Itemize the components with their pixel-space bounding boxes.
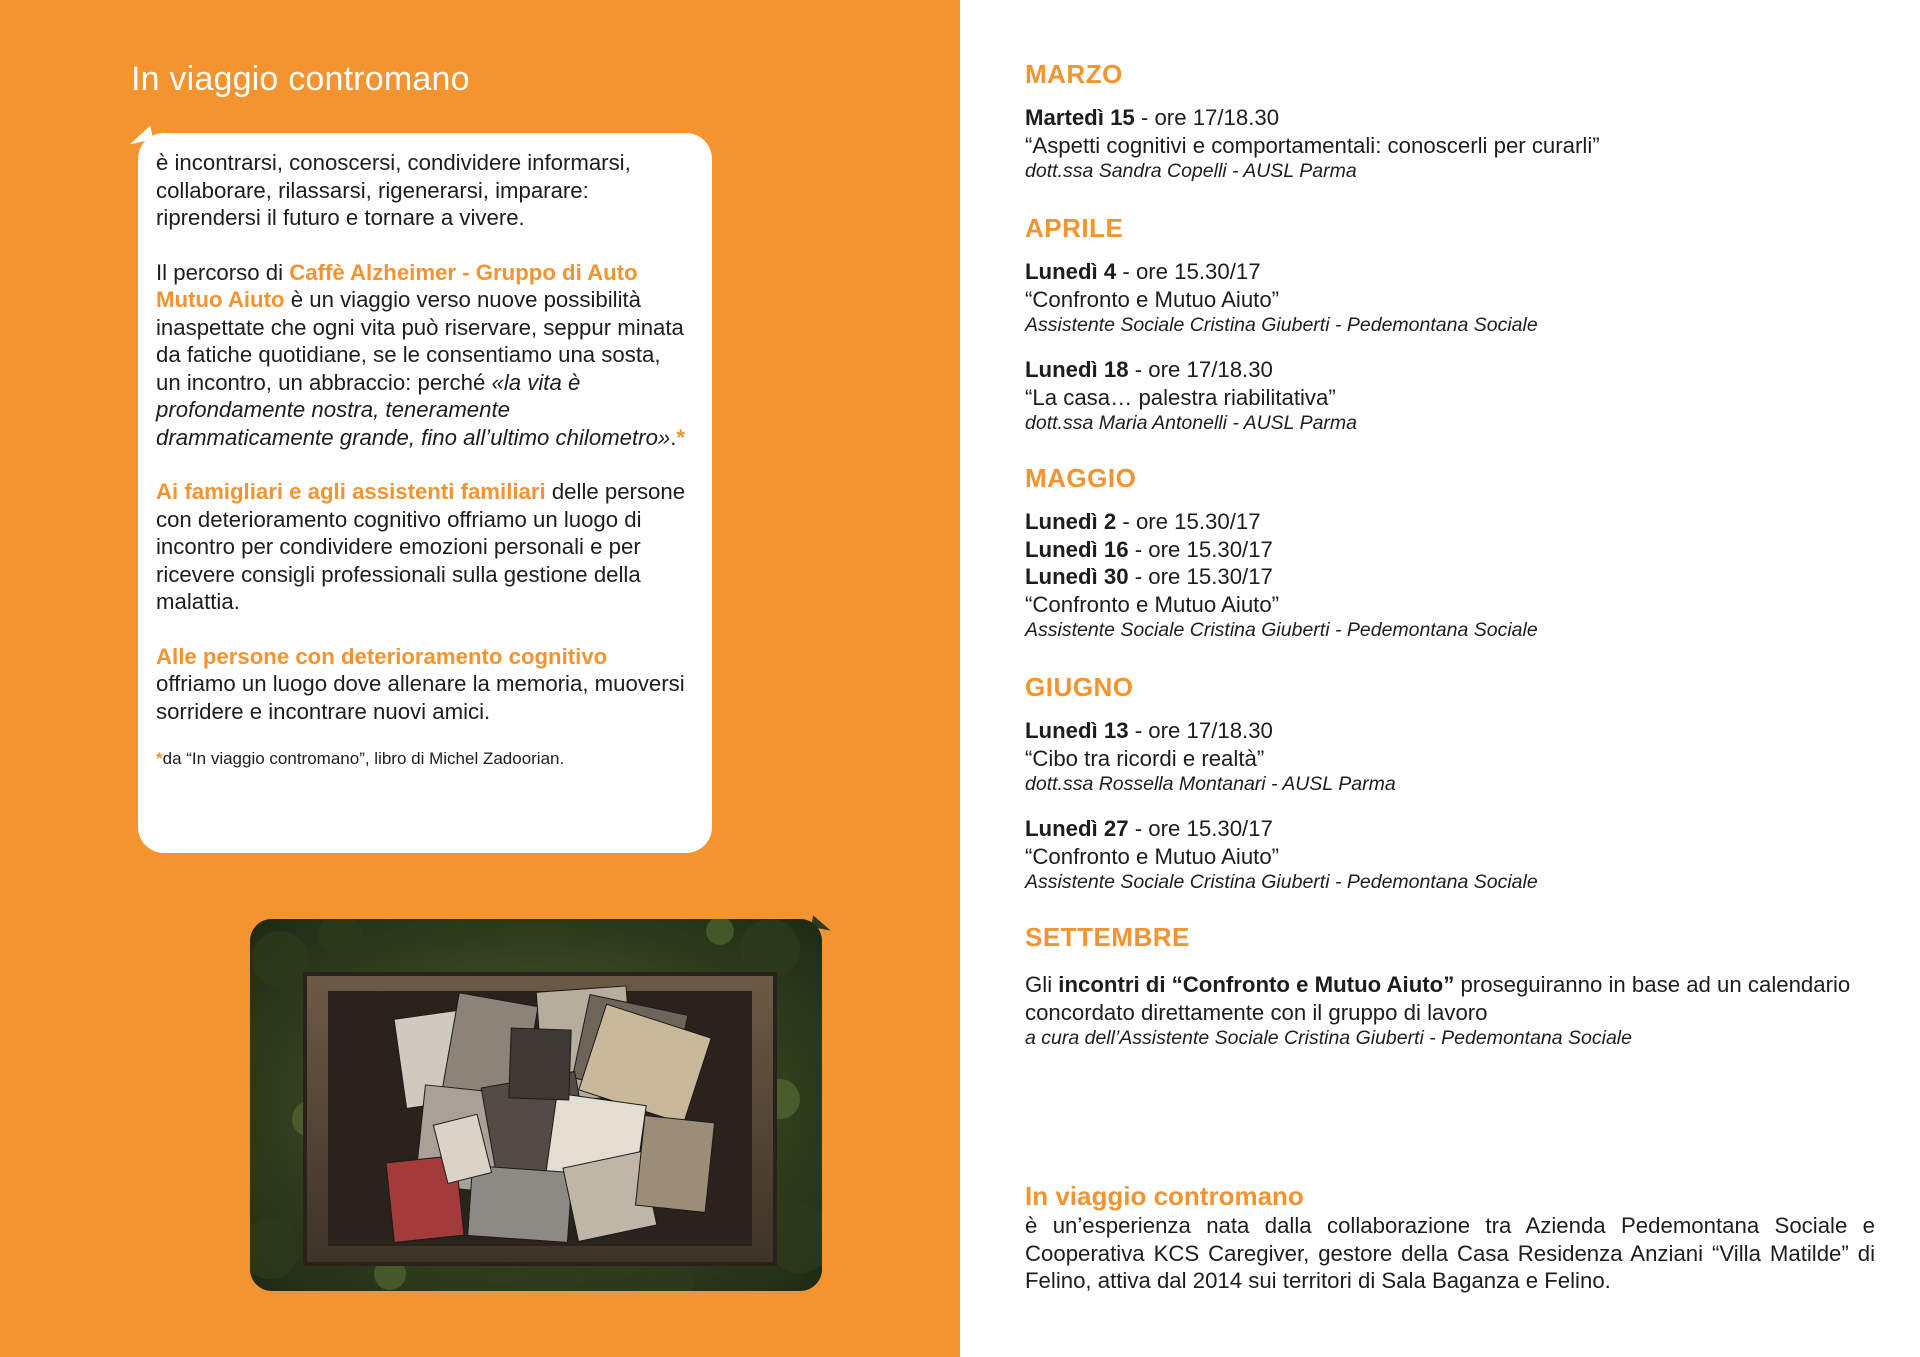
patients-highlight: Alle persone con deterioramento cognitivo: [156, 643, 608, 669]
month-marzo: MARZO: [1025, 59, 1123, 89]
caffe-alzheimer-highlight: Caffè Alzheimer - Gruppo di Auto Mutuo Aiuto: [156, 259, 638, 312]
page-title: In viaggio contromano: [131, 60, 470, 98]
footnote-marker: *: [676, 424, 686, 450]
about-section: [1025, 1180, 1875, 1295]
month-maggio: MAGGIO: [1025, 463, 1137, 493]
about-title: In viaggio contromano: [1025, 1181, 1304, 1211]
percorso-paragraph: Il percorso di Caffè Alzheimer - Gruppo di Auto Mutuo Aiuto è un viaggio verso nuove possibilità inaspettate che ogni vita può riservare, seppur minata da fatiche quotidiane, se le consentiamo una sosta, un incontro, un abbraccio: perché «la vita è profondamente nostra, teneramente drammaticamente grande, fino all’ultimo chilometro».*: [156, 259, 686, 450]
event-martedi-15: Martedì 15 - ore 17/18.30 “Aspetti cognitivi e comportamentali: conoscerli per curarli” dott.ssa Sandra Copelli - AUSL Parma: [1025, 105, 1600, 182]
event-lunedi-18: Lunedì 18 - ore 17/18.30 “La casa… palestra riabilitativa” dott.ssa Maria Antonelli - AUSL Parma: [1025, 357, 1358, 434]
footnote: *da “In viaggio contromano”, libro di Michel Zadoorian.: [156, 749, 565, 768]
month-aprile: APRILE: [1025, 213, 1124, 243]
families-highlight: Ai famigliari e agli assistenti familiari: [156, 479, 546, 504]
event-lunedi-27: Lunedì 27 - ore 15.30/17 “Confronto e Mutuo Aiuto” Assistente Sociale Cristina Giuberti - Pedemontana Sociale: [1025, 816, 1538, 893]
book-quote: «la vita è profondamente nostra, teneramente drammaticamente grande, fino all’ultimo chilometro»: [156, 369, 671, 450]
event-lunedi-4: Lunedì 4 - ore 15.30/17 “Confronto e Mutuo Aiuto” Assistente Sociale Cristina Giuberti - Pedemontana Sociale: [1025, 259, 1538, 336]
event-maggio-group: Lunedì 2 - ore 15.30/17 Lunedì 16 - ore 15.30/17 Lunedì 30 - ore 15.30/17 “Confronto e Mutuo Aiuto” Assistente Sociale Cristina Giuberti - Pedemontana Sociale: [1025, 509, 1538, 641]
patients-paragraph: Alle persone con deterioramento cognitivo offriamo un luogo dove allenare la memoria, muoversi sorridere e incontrare nuovi amici.: [156, 643, 685, 724]
photo-illustration: [250, 919, 822, 1291]
schedule: [1025, 58, 1885, 1051]
event-lunedi-13: Lunedì 13 - ore 17/18.30 “Cibo tra ricordi e realtà” dott.ssa Rossella Montanari - AUSL Parma: [1025, 718, 1396, 795]
intro-paragraph: è incontrarsi, conoscersi, condividere informarsi, collaborare, rilassarsi, rigenerarsi, imparare: riprendersi il futuro e tornare a vivere.: [156, 150, 631, 230]
month-giugno: GIUGNO: [1025, 672, 1134, 702]
old-photos-box-image: [250, 919, 822, 1291]
footnote-star: *: [156, 749, 163, 768]
families-paragraph: Ai famigliari e agli assistenti familiari delle persone con deterioramento cognitivo offriamo un luogo di incontro per condividere emozioni personali e per ricevere consigli professionali sulla gestione della malattia.: [156, 479, 686, 614]
about-text: è un’esperienza nata dalla collaborazione tra Azienda Pedemontana Sociale e Cooperativa KCS Caregiver, gestore della Casa Residenza Anziani “Villa Matilde” di Felino, attiva dal 2014 sui territori di Sala Baganza e Felino.: [1025, 1213, 1875, 1293]
event-settembre: Gli incontri di “Confronto e Mutuo Aiuto” proseguiranno in base ad un calendario concordato direttamente con il gruppo di lavoro a cura dell’Assistente Sociale Cristina Giuberti - Pedemontana Sociale: [1025, 972, 1851, 1049]
month-settembre: SETTEMBRE: [1025, 922, 1190, 952]
intro-speech-bubble: [138, 133, 712, 853]
